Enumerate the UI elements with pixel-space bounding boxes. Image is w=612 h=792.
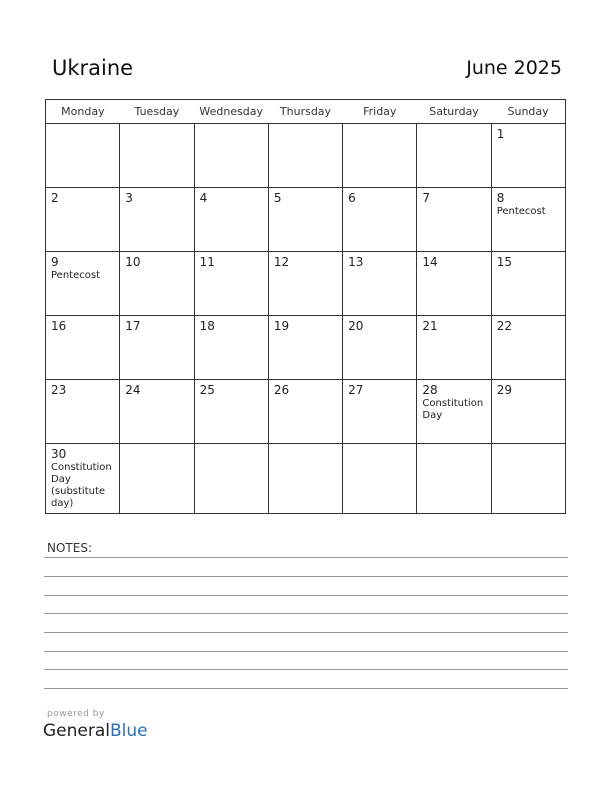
day-number: 19 (273, 319, 290, 333)
day-number: 1 (496, 127, 505, 141)
notes-line (44, 576, 568, 577)
day-cell (491, 188, 565, 252)
day-number: 2 (51, 191, 59, 205)
day-cell (343, 252, 417, 316)
day-number: 16 (51, 319, 67, 333)
brand-logo[interactable] (43, 721, 148, 741)
day-cell (417, 444, 491, 514)
weekday-header-row (46, 100, 566, 124)
day-number: 3 (125, 191, 133, 205)
day-cell (343, 380, 417, 444)
day-cell (194, 252, 268, 316)
notes-line (44, 632, 568, 633)
day-number: 23 (51, 383, 67, 397)
day-number: 5 (273, 191, 282, 205)
day-number: 7 (422, 191, 431, 205)
day-cell (343, 316, 417, 380)
powered-by-text: powered by (47, 709, 105, 719)
day-number: 12 (273, 255, 290, 269)
day-cell (268, 252, 342, 316)
calendar-grid (45, 99, 566, 514)
day-cell (194, 444, 268, 514)
holiday-label: Constitution Day (substitute day) (51, 462, 112, 509)
notes-line (44, 595, 568, 596)
weekday-header: Saturday (417, 100, 491, 124)
week-row (46, 316, 566, 380)
day-cell (194, 316, 268, 380)
notes-line (44, 669, 568, 670)
day-number: 10 (125, 255, 141, 269)
day-cell (46, 380, 120, 444)
day-number: 13 (348, 255, 364, 269)
month-title: June 2025 (466, 57, 562, 79)
week-row (46, 188, 566, 252)
day-cell (268, 316, 342, 380)
day-cell (491, 124, 565, 188)
day-number: 30 (51, 447, 67, 461)
day-cell (120, 252, 194, 316)
brand-general-text: General (43, 721, 110, 741)
day-cell (46, 252, 120, 316)
day-cell (268, 380, 342, 444)
day-cell (343, 444, 417, 514)
day-cell (491, 252, 565, 316)
day-cell (194, 124, 268, 188)
day-cell (120, 316, 194, 380)
holiday-label: Constitution Day (422, 398, 484, 421)
day-number: 28 (422, 383, 438, 397)
day-cell (417, 380, 491, 444)
day-number: 8 (496, 191, 505, 205)
weekday-header: Thursday (268, 100, 342, 124)
day-number: 29 (496, 383, 512, 397)
notes-line (44, 651, 568, 652)
holiday-label: Pentecost (51, 270, 100, 281)
day-cell (268, 444, 342, 514)
weekday-header: Wednesday (194, 100, 268, 124)
notes-line (44, 557, 568, 558)
day-cell (417, 252, 491, 316)
day-number: 24 (125, 383, 141, 397)
weekday-header: Monday (46, 100, 120, 124)
weekday-header: Friday (343, 100, 417, 124)
day-cell (268, 188, 342, 252)
day-number: 15 (496, 255, 512, 269)
weekday-header: Sunday (491, 100, 565, 124)
day-cell (343, 124, 417, 188)
day-number: 17 (125, 319, 141, 333)
day-cell (46, 124, 120, 188)
day-cell (268, 124, 342, 188)
day-number: 27 (348, 383, 364, 397)
day-cell (46, 188, 120, 252)
day-number: 22 (496, 319, 512, 333)
day-number: 4 (199, 191, 208, 205)
brand-blue-text: Blue (110, 721, 148, 741)
day-cell (491, 444, 565, 514)
week-row (46, 124, 566, 188)
day-cell (194, 188, 268, 252)
day-number: 20 (348, 319, 364, 333)
day-number: 21 (422, 319, 438, 333)
day-number: 6 (348, 191, 356, 205)
day-cell (120, 444, 194, 514)
day-number: 14 (422, 255, 438, 269)
week-row (46, 444, 566, 514)
week-row (46, 380, 566, 444)
notes-line (44, 613, 568, 614)
day-cell (46, 316, 120, 380)
weekday-header: Tuesday (120, 100, 194, 124)
day-number: 9 (51, 255, 59, 269)
day-cell (417, 188, 491, 252)
calendar-body (46, 124, 566, 514)
day-cell (417, 124, 491, 188)
week-row (46, 252, 566, 316)
notes-line (44, 688, 568, 689)
day-cell (120, 188, 194, 252)
day-cell (46, 444, 120, 514)
day-cell (343, 188, 417, 252)
day-cell (417, 316, 491, 380)
day-cell (120, 124, 194, 188)
day-cell (491, 316, 565, 380)
day-cell (120, 380, 194, 444)
day-cell (194, 380, 268, 444)
holiday-label: Pentecost (496, 206, 546, 217)
day-number: 18 (199, 319, 215, 333)
day-cell (491, 380, 565, 444)
day-number: 11 (199, 255, 215, 269)
notes-label: NOTES: (47, 541, 92, 555)
country-title: Ukraine (52, 56, 134, 80)
day-number: 26 (273, 383, 290, 397)
day-number: 25 (199, 383, 215, 397)
